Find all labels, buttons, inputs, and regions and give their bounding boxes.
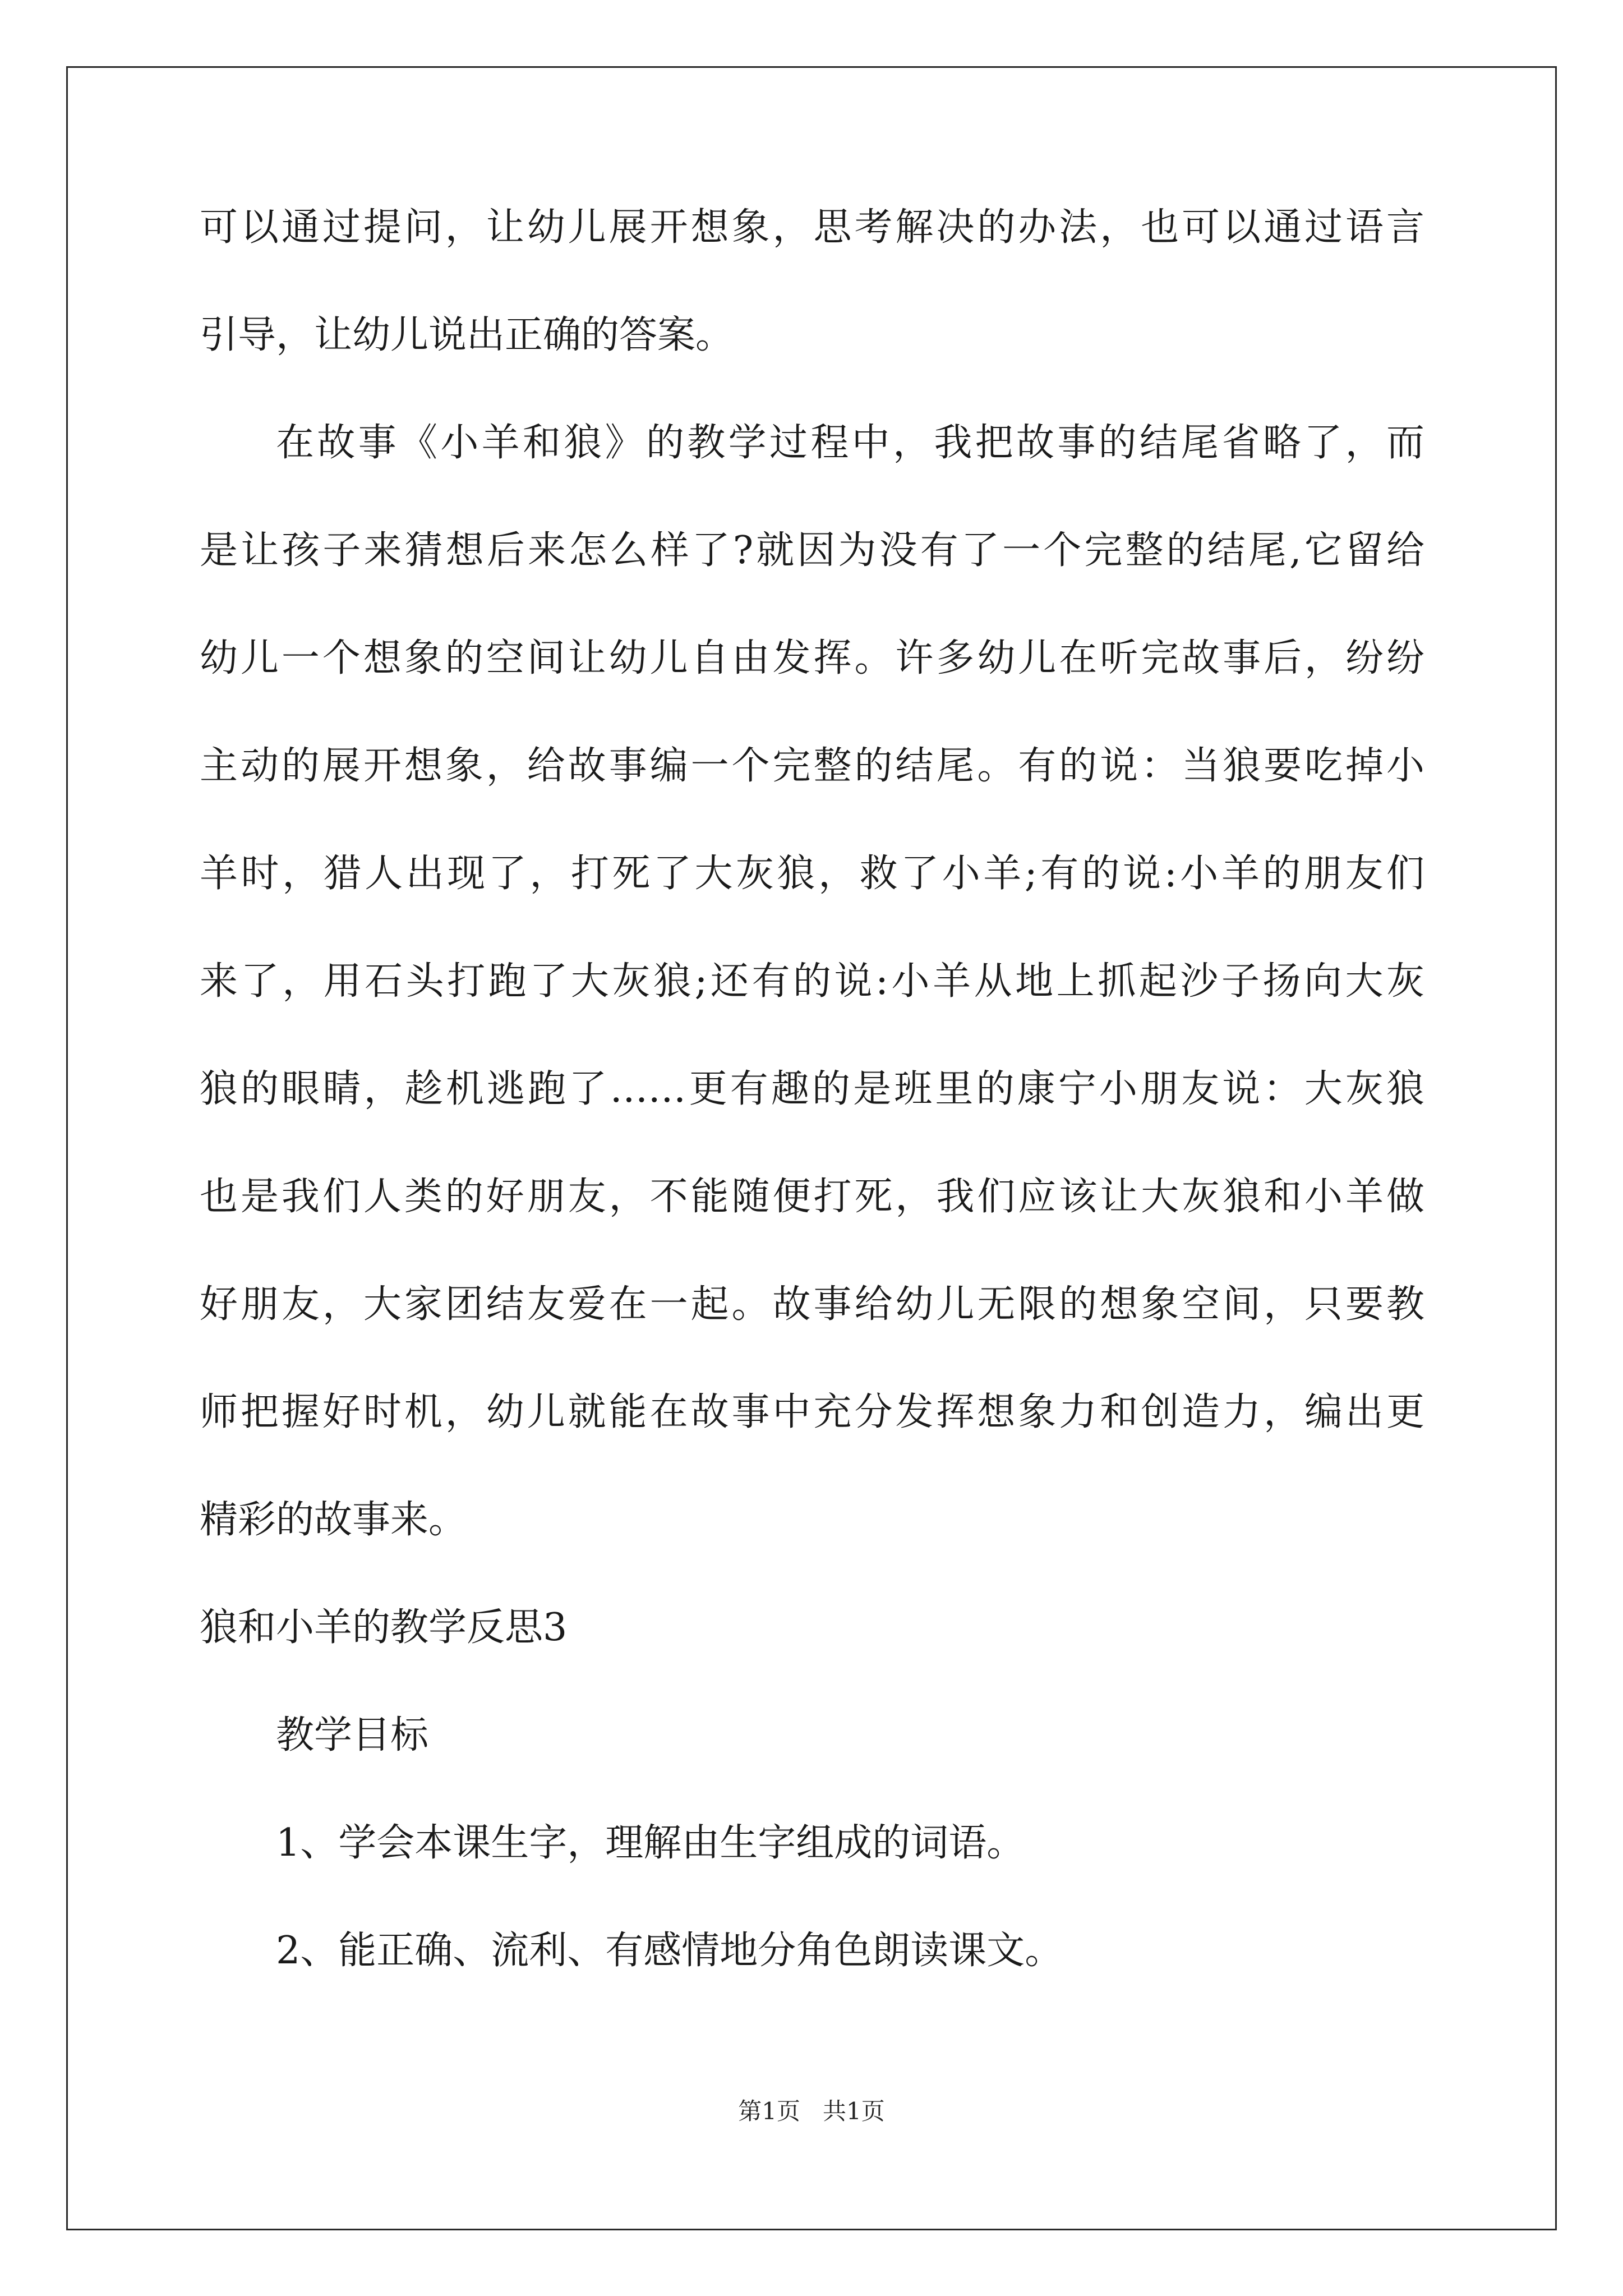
paragraph-line: 羊时，猎人出现了，打死了大灰狼，救了小羊;有的说:小羊的朋友们 — [200, 852, 1424, 896]
paragraph-line: 师把握好时机，幼儿就能在故事中充分发挥想象力和创造力，编出更 — [200, 1390, 1424, 1434]
paragraph-line: 可以通过提问，让幼儿展开想象，思考解决的办法，也可以通过语言 — [200, 205, 1424, 250]
paragraph-line: 引导，让幼儿说出正确的答案。 — [200, 313, 734, 357]
list-item: 2、能正确、流利、有感情地分角色朗读课文。 — [276, 1929, 1063, 1973]
paragraph-line: 来了，用石头打跑了大灰狼;还有的说:小羊从地上抓起沙子扬向大灰 — [200, 959, 1424, 1004]
list-item: 1、学会本课生字，理解由生字组成的词语。 — [276, 1821, 1025, 1865]
paragraph-line: 是让孩子来猜想后来怎么样了?就因为没有了一个完整的结尾,它留给 — [200, 528, 1424, 573]
paragraph-line: 也是我们人类的好朋友，不能随便打死，我们应该让大灰狼和小羊做 — [200, 1175, 1424, 1219]
paragraph-line: 好朋友，大家团结友爱在一起。故事给幼儿无限的想象空间，只要教 — [200, 1282, 1424, 1327]
paragraph-line: 幼儿一个想象的空间让幼儿自由发挥。许多幼儿在听完故事后，纷纷 — [200, 636, 1424, 680]
subheading: 教学目标 — [276, 1713, 429, 1757]
section-heading: 狼和小羊的教学反思3 — [200, 1605, 568, 1650]
document-body — [200, 204, 1424, 2035]
paragraph-line: 主动的展开想象，给故事编一个完整的结尾。有的说：当狼要吃掉小 — [200, 744, 1424, 788]
page-footer: 第1页 共1页 — [738, 2097, 885, 2125]
paragraph-line: 狼的眼睛，趁机逃跑了……更有趣的是班里的康宁小朋友说：大灰狼 — [200, 1067, 1424, 1111]
paragraph-line: 精彩的故事来。 — [200, 1498, 467, 1542]
paragraph-line: 在故事《小羊和狼》的教学过程中，我把故事的结尾省略了，而 — [276, 421, 1424, 465]
